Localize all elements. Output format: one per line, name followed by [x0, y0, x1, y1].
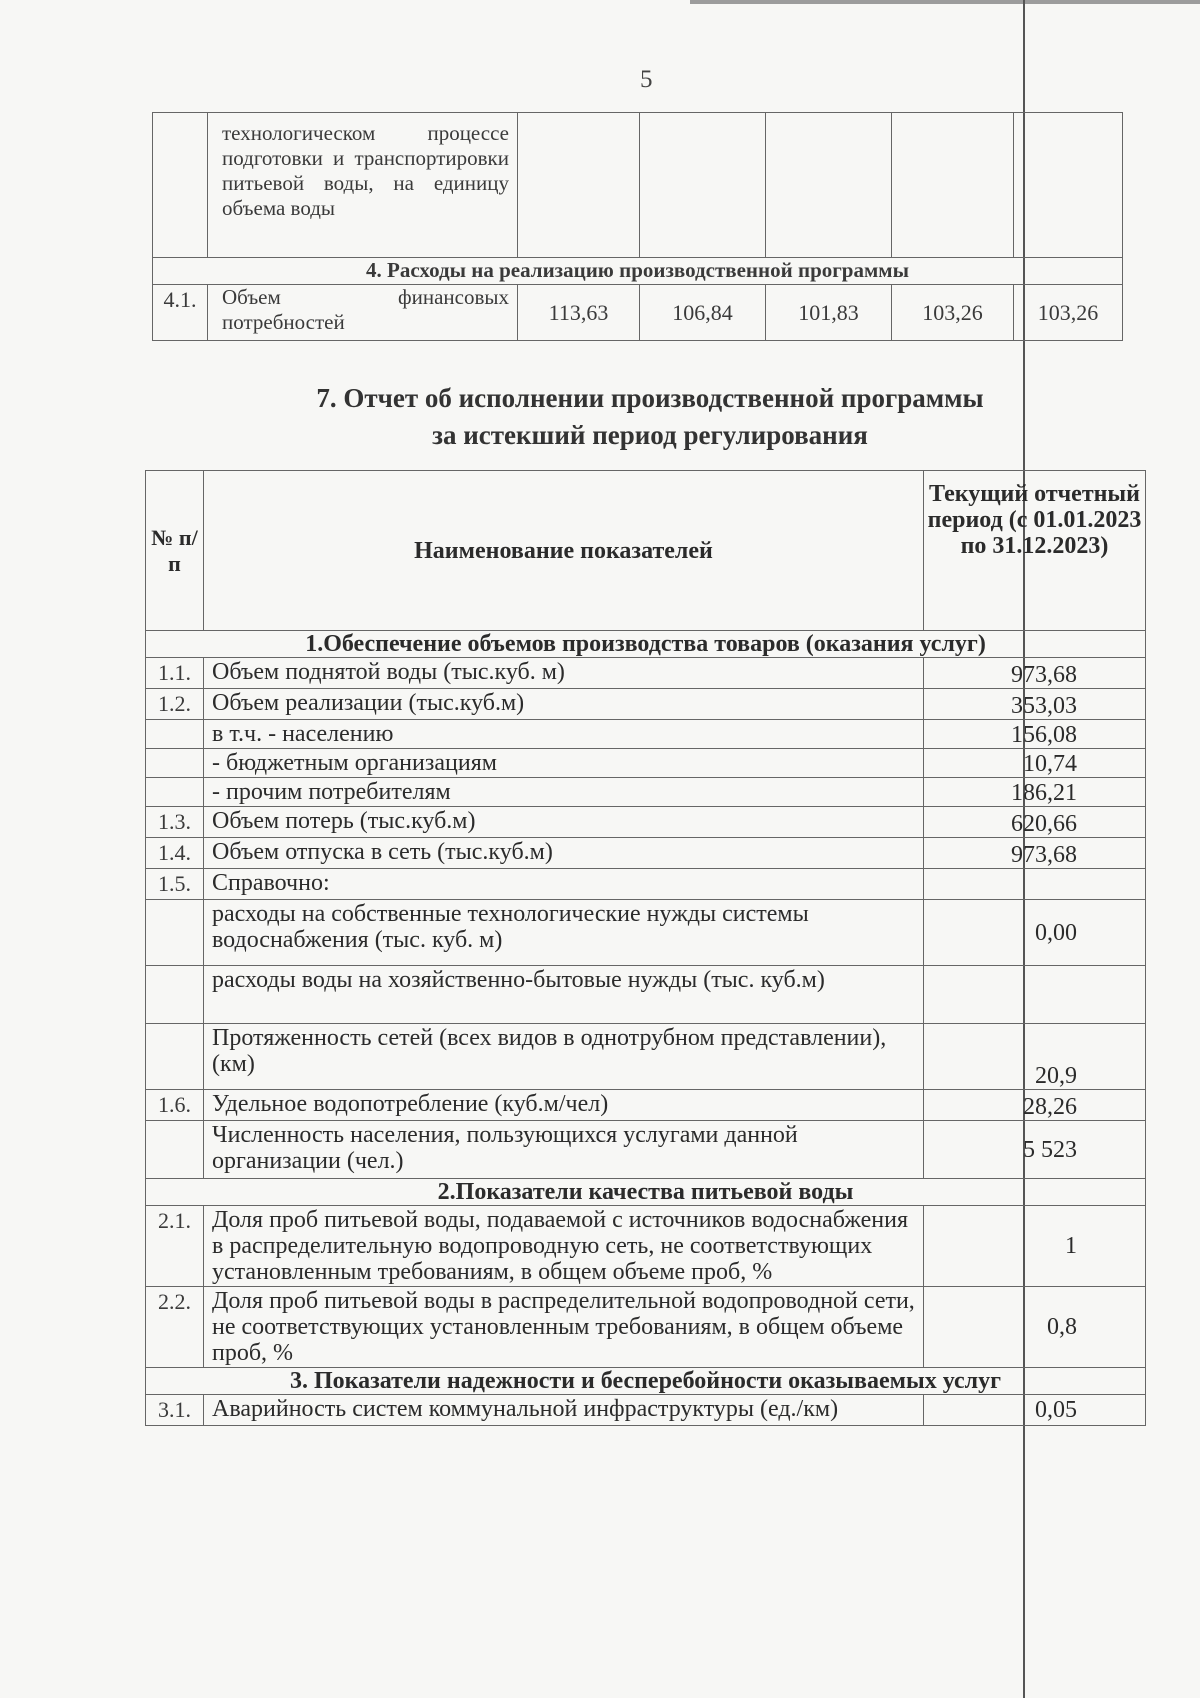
row-number [146, 720, 204, 749]
report-title-line2: за истекший период регулирования [432, 420, 868, 450]
row-number [146, 749, 204, 778]
row-number [146, 1121, 204, 1179]
indicator-name: Объем отпуска в сеть (тыс.куб.м) [204, 838, 924, 869]
table-row [146, 838, 1146, 869]
value-cell: 5 523 [924, 1121, 1146, 1179]
table-cell [153, 113, 208, 258]
scan-edge [690, 0, 1200, 4]
table-row [146, 1024, 1146, 1090]
value-cell: 0,05 [924, 1395, 1146, 1426]
row-number [146, 778, 204, 807]
table-cell [766, 113, 892, 258]
row-number: 3.1. [146, 1395, 204, 1426]
row-number: 1.5. [146, 869, 204, 900]
value-cell: 973,68 [924, 838, 1146, 869]
section-title: 1.Обеспечение объемов производства товаров (оказания услуг) [146, 631, 1146, 658]
table-row [146, 900, 1146, 966]
table-cell [892, 113, 1014, 258]
row-number [146, 966, 204, 1024]
table-row [146, 778, 1146, 807]
table-row [146, 689, 1146, 720]
indicator-name: в т.ч. - населению [204, 720, 924, 749]
value-cell: 113,63 [518, 285, 640, 341]
indicator-name: - прочим потребителям [204, 778, 924, 807]
indicator-name-cont: технологическом процессе подготовки и транспортировки питьевой воды, на единицу объема воды [208, 113, 518, 258]
value-cell: 0,00 [924, 900, 1146, 966]
row-number: 2.2. [146, 1287, 204, 1368]
table-row [146, 966, 1146, 1024]
indicator-name: Объем финансовых потребностей [208, 285, 518, 341]
value-cell: 28,26 [924, 1090, 1146, 1121]
page-number: 5 [640, 66, 653, 93]
table-row [146, 1395, 1146, 1426]
indicator-name: Доля проб питьевой воды, подаваемой с источников водоснабжения в распределительную водопроводную сеть, не соответствующих установленным требованиям, в общем объеме проб, % [204, 1206, 924, 1287]
value-cell: 101,83 [766, 285, 892, 341]
table-row [146, 1287, 1146, 1368]
section-row [146, 1368, 1146, 1395]
value-cell: 620,66 [924, 807, 1146, 838]
row-number: 1.4. [146, 838, 204, 869]
table-row [153, 113, 1123, 258]
value-cell: 103,26 [1014, 285, 1123, 341]
table-cell [518, 113, 640, 258]
row-number: 1.3. [146, 807, 204, 838]
header-name: Наименование показателей [204, 471, 924, 631]
row-number: 1.2. [146, 689, 204, 720]
indicator-name: Объем поднятой воды (тыс.куб. м) [204, 658, 924, 689]
table-row [146, 1206, 1146, 1287]
indicator-name: Численность населения, пользующихся услугами данной организации (чел.) [204, 1121, 924, 1179]
indicator-name: Объем потерь (тыс.куб.м) [204, 807, 924, 838]
table-row [146, 1090, 1146, 1121]
table-row [146, 1121, 1146, 1179]
value-cell: 353,03 [924, 689, 1146, 720]
indicator-name: Доля проб питьевой воды в распределительной водопроводной сети, не соответствующих установленным требованиям, в общем объеме проб, % [204, 1287, 924, 1368]
indicator-name: расходы на собственные технологические нужды системы водоснабжения (тыс. куб. м) [204, 900, 924, 966]
value-cell [924, 966, 1146, 1024]
indicator-name: Протяженность сетей (всех видов в однотрубном представлении), (км) [204, 1024, 924, 1090]
value-cell: 186,21 [924, 778, 1146, 807]
row-number [146, 1024, 204, 1090]
table-cell [1014, 113, 1123, 258]
row-number: 2.1. [146, 1206, 204, 1287]
row-number: 1.6. [146, 1090, 204, 1121]
indicator-name: Объем реализации (тыс.куб.м) [204, 689, 924, 720]
section-row [153, 258, 1123, 285]
value-cell: 973,68 [924, 658, 1146, 689]
indicator-name: Справочно: [204, 869, 924, 900]
section-row [146, 1179, 1146, 1206]
program-table-continuation [152, 112, 1123, 341]
header-period: Текущий отчетный период (с 01.01.2023 по 31.12.2023) [924, 471, 1146, 631]
table-row [146, 807, 1146, 838]
value-cell: 10,74 [924, 749, 1146, 778]
section-title: 2.Показатели качества питьевой воды [146, 1179, 1146, 1206]
table-row [153, 285, 1123, 341]
value-cell: 1 [924, 1206, 1146, 1287]
table-row [146, 749, 1146, 778]
table-row [146, 720, 1146, 749]
report-table [145, 470, 1146, 1426]
value-cell [924, 869, 1146, 900]
report-title-line1: 7. Отчет об исполнении производственной программы [316, 383, 984, 413]
value-cell: 103,26 [892, 285, 1014, 341]
value-cell: 106,84 [640, 285, 766, 341]
value-cell: 20,9 [924, 1024, 1146, 1090]
indicator-name: - бюджетным организациям [204, 749, 924, 778]
table-cell [640, 113, 766, 258]
row-number [146, 900, 204, 966]
row-number: 4.1. [153, 285, 208, 341]
indicator-name: Аварийность систем коммунальной инфраструктуры (ед./км) [204, 1395, 924, 1426]
row-number: 1.1. [146, 658, 204, 689]
header-number: № п/п [146, 471, 204, 631]
table-row [146, 869, 1146, 900]
indicator-name: Удельное водопотребление (куб.м/чел) [204, 1090, 924, 1121]
header-row [146, 471, 1146, 631]
value-cell: 156,08 [924, 720, 1146, 749]
section-title: 3. Показатели надежности и бесперебойности оказываемых услуг [146, 1368, 1146, 1395]
section-title: 4. Расходы на реализацию производственной программы [153, 258, 1123, 285]
section-row [146, 631, 1146, 658]
value-cell: 0,8 [924, 1287, 1146, 1368]
indicator-name: расходы воды на хозяйственно-бытовые нужды (тыс. куб.м) [204, 966, 924, 1024]
table-row [146, 658, 1146, 689]
